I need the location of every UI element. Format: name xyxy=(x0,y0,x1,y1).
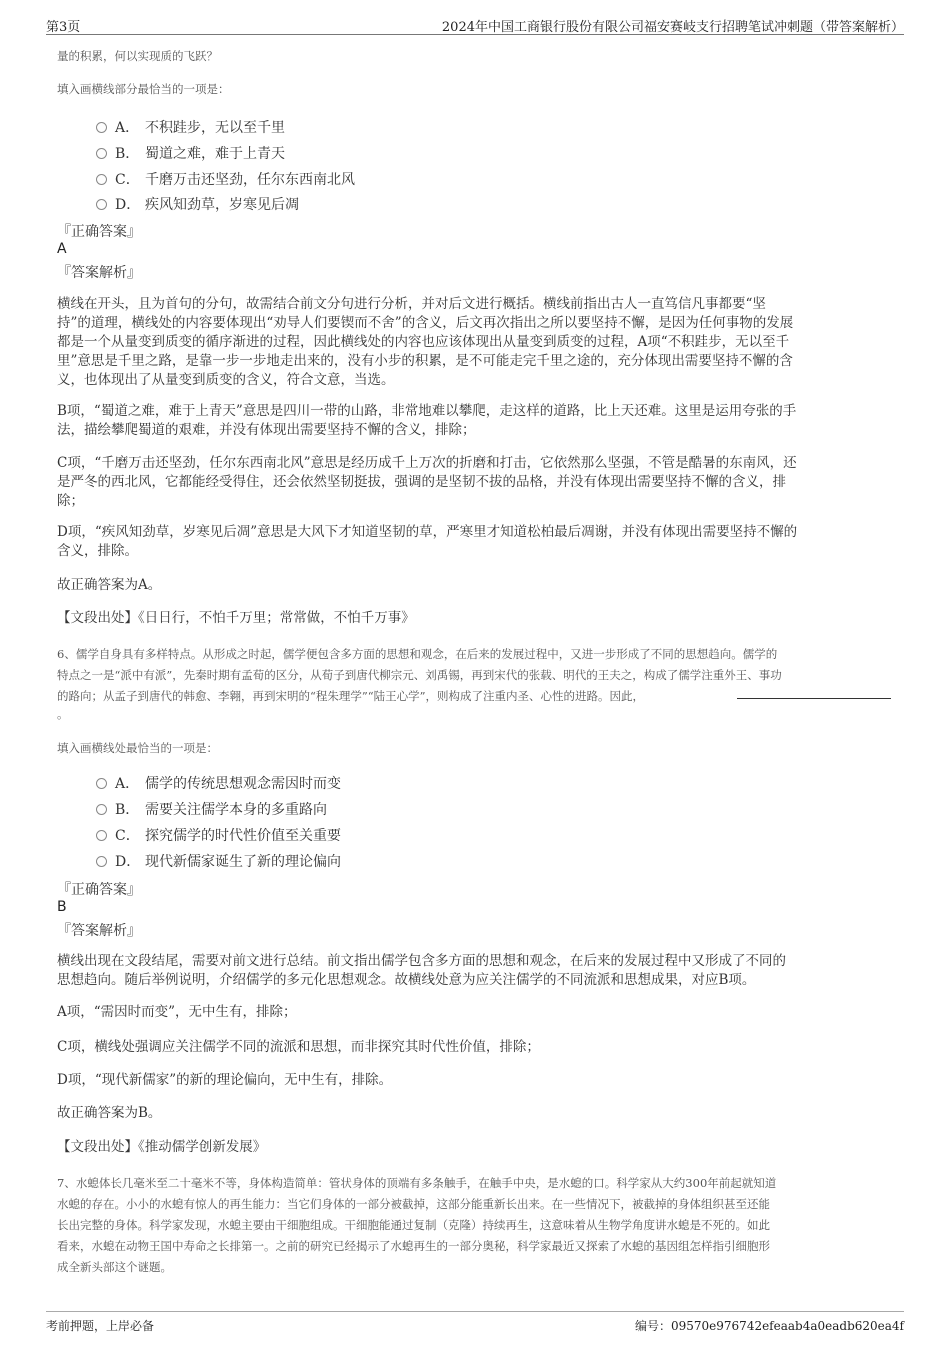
q6-prompt: 填入画横线处最恰当的一项是： xyxy=(57,741,218,755)
q5-answer-label: 『正确答案』 xyxy=(57,224,141,240)
page-footer xyxy=(46,1311,904,1334)
q5-prompt: 填入画横线部分最恰当的一项是： xyxy=(57,82,230,96)
q5-analysis-p3: C项，“千磨万击还坚劲，任尔东西南北风”意思是经历成千上万次的折磨和打击，它依然那么坚强，不管是酷暑的东南风，还 是严冬的西北风，它都能经受得住，还会依然坚韧挺拔，强调的是坚韧不拔的品格，并没有体现出需要坚持不懈的含义，排 除； xyxy=(57,455,797,509)
radio-icon[interactable] xyxy=(96,830,107,841)
radio-icon[interactable] xyxy=(96,148,107,159)
q6-stem-end: 。 xyxy=(57,707,69,721)
page-header xyxy=(46,14,904,35)
option-text: 现代新儒家诞生了新的理论偏向 xyxy=(145,854,341,870)
radio-icon[interactable] xyxy=(96,199,107,210)
radio-icon[interactable] xyxy=(96,856,107,867)
q6-analysis-label: 『答案解析』 xyxy=(57,923,141,939)
q6-analysis-p4: D项，“现代新儒家”的新的理论偏向，无中生有，排除。 xyxy=(57,1072,393,1088)
option-text: 需要关注儒学本身的多重路向 xyxy=(145,802,327,818)
option-text: 千磨万击还坚劲，任尔东西南北风 xyxy=(145,172,355,188)
q5-answer: A xyxy=(57,241,67,257)
q5-conclusion: 故正确答案为A。 xyxy=(57,577,162,593)
q6-stem: 6、儒学自身具有多样特点。从形成之时起，儒学便包含多方面的思想和观念，在后来的发展过程中，又进一步形成了不同的思想趋向。儒学的 特点之一是“派中有派”，先秦时期有孟荀的区分，从荀子到唐代柳宗元、刘禹锡，再到宋代的张载、明代的王夫之，构成了儒学注重外王、事功 的路向；从孟子到唐代的韩愈、李翱，再到宋明的“程朱理学”“陆王心学”，则构成了注重内圣、心性的进路。因此， xyxy=(57,647,782,703)
option-letter: B． xyxy=(115,802,140,818)
option-text: 探究儒学的时代性价值至关重要 xyxy=(145,828,341,844)
q6-analysis-p2: A项，“需因时而变”，无中生有，排除； xyxy=(57,1004,297,1020)
radio-icon[interactable] xyxy=(96,174,107,185)
q5-analysis-label: 『答案解析』 xyxy=(57,265,141,281)
q6-conclusion: 故正确答案为B。 xyxy=(57,1105,162,1121)
q5-analysis-p4: D项，“疾风知劲草，岁寒见后凋”意思是大风下才知道坚韧的草，严寒里才知道松柏最后凋谢，并没有体现出需要坚持不懈的 含义，排除。 xyxy=(57,524,798,559)
option-letter: D． xyxy=(115,854,141,870)
q6-analysis-p3: C项，横线处强调应关注儒学不同的流派和思想，而非探究其时代性价值，排除； xyxy=(57,1039,540,1055)
option-letter: B． xyxy=(115,146,140,162)
option-letter: A． xyxy=(115,776,140,792)
q5-source: 【文段出处】《日日行，不怕千万里；常常做，不怕千万事》 xyxy=(57,610,415,626)
document-id: 编号：09570e976742efeaab4a0eadb620ea4f xyxy=(635,1319,904,1333)
document-title: 2024年中国工商银行股份有限公司福安赛岐支行招聘笔试冲刺题（带答案解析） xyxy=(441,20,904,35)
q6-answer-label: 『正确答案』 xyxy=(57,882,141,898)
answer-blank-line xyxy=(737,698,891,699)
q6-analysis-p1: 横线出现在文段结尾，需要对前文进行总结。前文指出儒学包含多方面的思想和观念，在后来的发展过程中又形成了不同的 思想趋向。随后举例说明，介绍儒学的多元化思想观念。故横线处意为应关注儒学的不同流派和思想成果，对应B项。 xyxy=(57,953,786,988)
q7-stem: 7、水螅体长几毫米至二十毫米不等，身体构造简单：管状身体的顶端有多条触手，在触手中央，是水螅的口。科学家从大约300年前起就知道 水螅的存在。小小的水螅有惊人的再生能力：当它们身体的一部分被截掉，这部分能重新长出来。在一些情况下，被截掉的身体组织甚至还能 长出完整的身体。科学家发现，水螅主要由干细胞组成。干细胞能通过复制（克隆）持续再生，这意味着从生物学角度讲水螅是不死的。如此 看来，水螅在动物王国中寿命之长排第一。之前的研究已经揭示了水螅再生的一部分奥秘，科学家最近又探索了水螅的基因组怎样指引细胞形 成全新头部这个谜题。 xyxy=(57,1176,777,1274)
radio-icon[interactable] xyxy=(96,122,107,133)
option-text: 儒学的传统思想观念需因时而变 xyxy=(145,776,341,792)
option-letter: C． xyxy=(115,828,140,844)
radio-icon[interactable] xyxy=(96,804,107,815)
q6-answer: B xyxy=(57,899,67,915)
radio-icon[interactable] xyxy=(96,778,107,789)
page-number: 第3页 xyxy=(46,20,81,35)
q5-analysis-p1: 横线在开头，且为首句的分句，故需结合前文分句进行分析，并对后文进行概括。横线前指出古人一直笃信凡事都要“坚 持”的道理，横线处的内容要体现出“劝导人们要锲而不舍”的含义，后文再次指出之所以要坚持不懈，是因为任何事物的发展 都是一个从量变到质变的循序渐进的过程，因此横线处的内容也应该体现出从量变到质变的过程，A项“不积跬步，无以至千 里”意思是千里之路，是靠一步一步地走出来的，没有小步的积累，是不可能走完千里之途的，充分体现出需要坚持不懈的含 义，也体现出了从量变到质变的含义，符合文意，当选。 xyxy=(57,296,794,388)
option-letter: D． xyxy=(115,197,141,213)
option-letter: A． xyxy=(115,120,140,136)
option-letter: C． xyxy=(115,172,140,188)
option-text: 蜀道之难，难于上青天 xyxy=(145,146,285,162)
option-text: 疾风知劲草，岁寒见后凋 xyxy=(145,197,299,213)
q5-stem-tail: 量的积累，何以实现质的飞跃？ xyxy=(57,49,218,63)
footer-slogan: 考前押题，上岸必备 xyxy=(46,1319,155,1333)
q5-analysis-p2: B项，“蜀道之难，难于上青天”意思是四川一带的山路，非常地难以攀爬，走这样的道路，比上天还难。这里是运用夸张的手 法，描绘攀爬蜀道的艰难，并没有体现出需要坚持不懈的含义，排除； xyxy=(57,403,797,438)
q6-source: 【文段出处】《推动儒学创新发展》 xyxy=(57,1139,267,1155)
option-text: 不积跬步，无以至千里 xyxy=(145,120,285,136)
